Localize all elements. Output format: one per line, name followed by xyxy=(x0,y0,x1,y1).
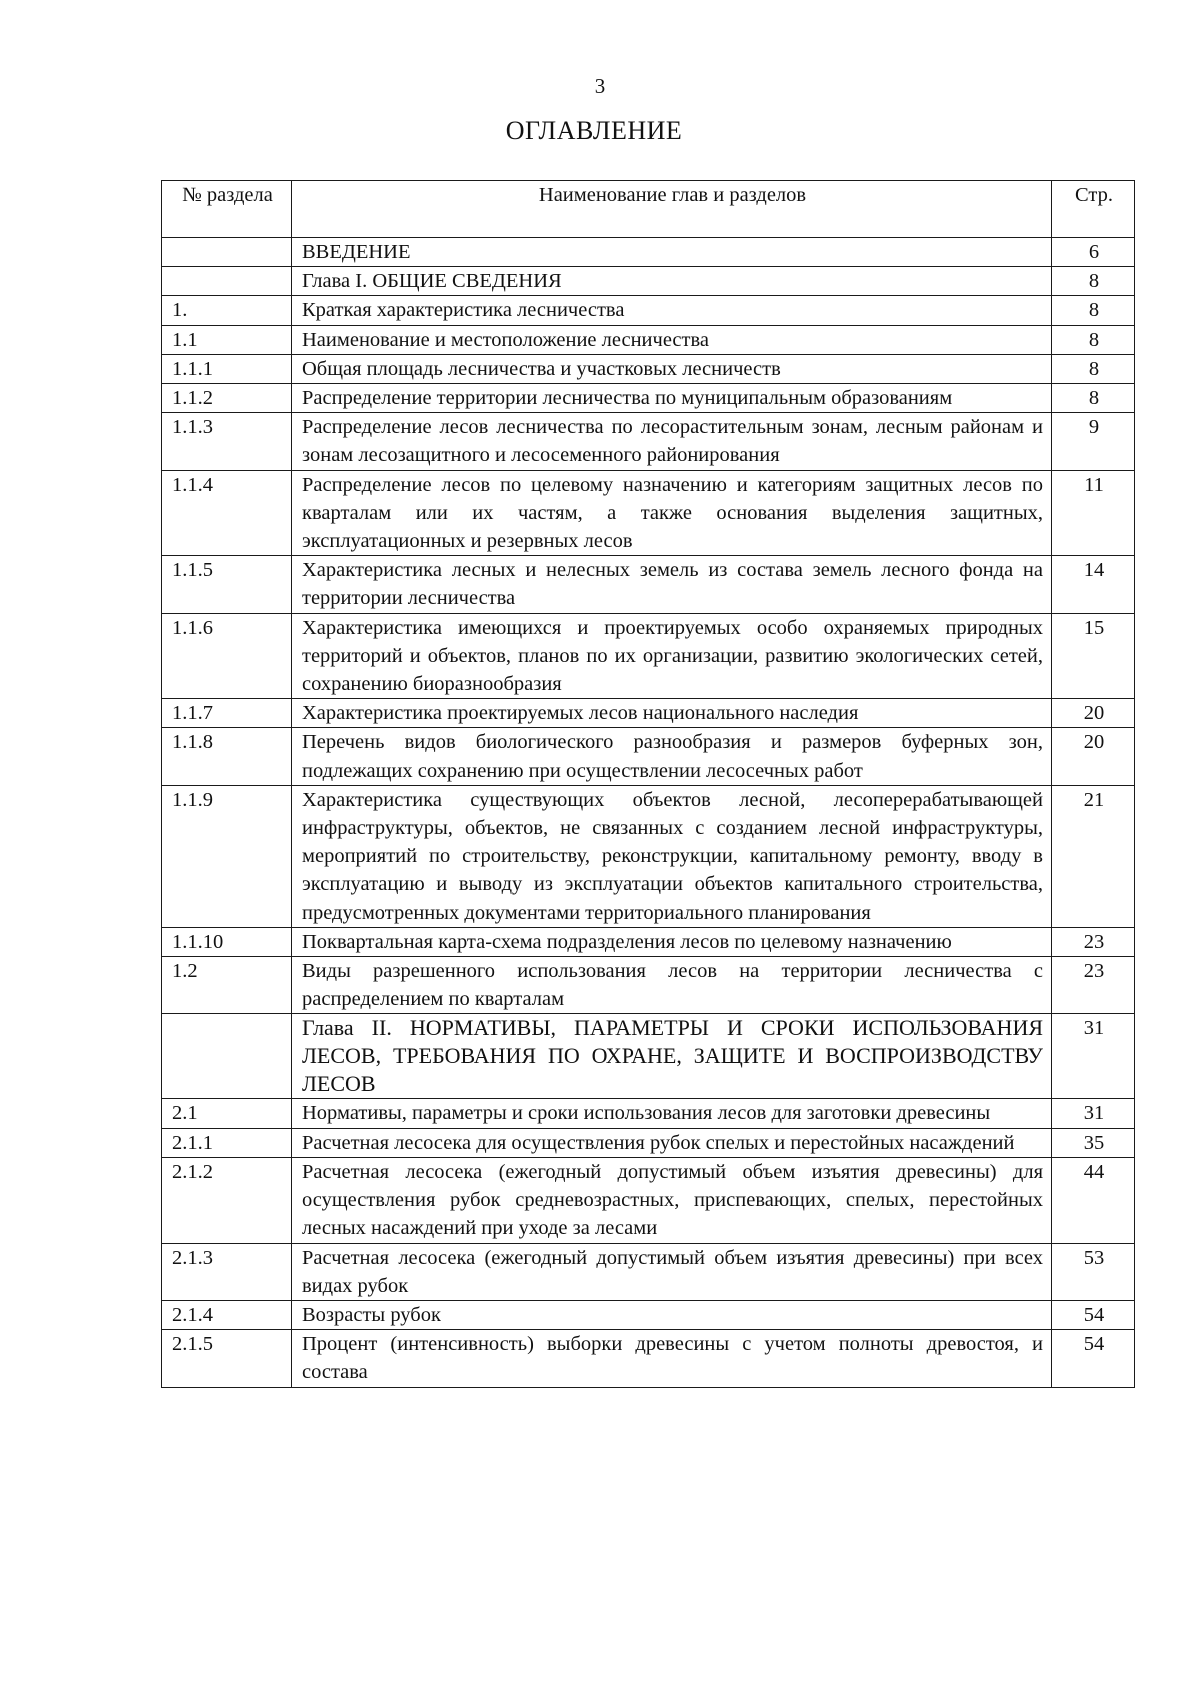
header-section-number-label: № раздела xyxy=(182,184,273,206)
toc-page-number: 20 xyxy=(1052,728,1135,785)
toc-section-number xyxy=(162,238,292,267)
toc-section-number: 1.1.10 xyxy=(162,927,292,956)
toc-page-number: 54 xyxy=(1052,1300,1135,1329)
toc-section-name: Расчетная лесосека для осуществления рубок спелых и перестойных насаждений xyxy=(292,1128,1052,1157)
toc-page-number: 35 xyxy=(1052,1128,1135,1157)
toc-table xyxy=(161,180,1135,1388)
toc-row xyxy=(162,613,1135,699)
toc-section-number: 1.1.9 xyxy=(162,785,292,927)
toc-row xyxy=(162,699,1135,728)
toc-page-number: 15 xyxy=(1052,613,1135,699)
page-title: ОГЛАВЛЕНИЕ xyxy=(505,116,683,145)
toc-section-name: Глава I. ОБЩИЕ СВЕДЕНИЯ xyxy=(292,267,1052,296)
toc-section-name: Общая площадь лесничества и участковых лесничеств xyxy=(292,354,1052,383)
toc-row xyxy=(162,957,1135,1014)
toc-section-name: Расчетная лесосека (ежегодный допустимый объем изъятия древесины) для осуществления рубок средневозрастных, приспевающих, спелых, перестойных лесных насаждений при уходе за лесами xyxy=(292,1157,1052,1243)
toc-row xyxy=(162,1243,1135,1300)
toc-header-row xyxy=(162,181,1135,238)
toc-row xyxy=(162,1014,1135,1099)
toc-section-number: 2.1.4 xyxy=(162,1300,292,1329)
toc-row xyxy=(162,1300,1135,1329)
toc-section-name: Распределение лесов по целевому назначению и категориям защитных лесов по кварталам или их частям, а также основания выделения защитных, эксплуатационных и резервных лесов xyxy=(292,470,1052,556)
header-section-name: Наименование глав и разделов xyxy=(292,181,1052,238)
toc-page-number: 9 xyxy=(1052,413,1135,470)
toc-page-number: 8 xyxy=(1052,267,1135,296)
toc-row xyxy=(162,1330,1135,1387)
toc-page-number: 31 xyxy=(1052,1014,1135,1099)
toc-page-number: 53 xyxy=(1052,1243,1135,1300)
toc-row xyxy=(162,1157,1135,1243)
toc-section-name: Перечень видов биологического разнообразия и размеров буферных зон, подлежащих сохранению при осуществлении лесосечных работ xyxy=(292,728,1052,785)
toc-section-number: 2.1.5 xyxy=(162,1330,292,1387)
toc-page-number: 6 xyxy=(1052,238,1135,267)
toc-section-number xyxy=(162,267,292,296)
toc-page-number: 8 xyxy=(1052,354,1135,383)
toc-section-name: Наименование и местоположение лесничества xyxy=(292,325,1052,354)
toc-section-number: 2.1 xyxy=(162,1099,292,1128)
toc-section-number: 1.1.4 xyxy=(162,470,292,556)
toc-section-name: Краткая характеристика лесничества xyxy=(292,296,1052,325)
toc-section-name: Расчетная лесосека (ежегодный допустимый объем изъятия древесины) при всех видах рубок xyxy=(292,1243,1052,1300)
toc-section-number xyxy=(162,1014,292,1099)
toc-section-number: 2.1.2 xyxy=(162,1157,292,1243)
toc-row xyxy=(162,267,1135,296)
toc-row xyxy=(162,238,1135,267)
toc-page-number: 8 xyxy=(1052,384,1135,413)
toc-section-name: Характеристика имеющихся и проектируемых особо охраняемых природных территорий и объектов, планов по их организации, развитию экологических сетей, сохранению биоразнообразия xyxy=(292,613,1052,699)
toc-section-name: Распределение территории лесничества по муниципальным образованиям xyxy=(292,384,1052,413)
toc-row xyxy=(162,325,1135,354)
toc-section-number: 1.1.7 xyxy=(162,699,292,728)
toc-row xyxy=(162,785,1135,927)
toc-row xyxy=(162,1128,1135,1157)
toc-section-number: 1.1 xyxy=(162,325,292,354)
toc-section-name: Глава II. НОРМАТИВЫ, ПАРАМЕТРЫ И СРОКИ ИСПОЛЬЗОВАНИЯ ЛЕСОВ, ТРЕБОВАНИЯ ПО ОХРАНЕ, ЗАЩИТЕ И ВОСПРОИЗВОДСТВУ ЛЕСОВ xyxy=(292,1014,1052,1099)
toc-section-name: Поквартальная карта-схема подразделения лесов по целевому назначению xyxy=(292,927,1052,956)
toc-section-number: 1.1.2 xyxy=(162,384,292,413)
toc-page-number: 54 xyxy=(1052,1330,1135,1387)
toc-section-name: Распределение лесов лесничества по лесорастительным зонам, лесным районам и зонам лесозащитного и лесосеменного районирования xyxy=(292,413,1052,470)
toc-page-number: 11 xyxy=(1052,470,1135,556)
toc-section-name: Процент (интенсивность) выборки древесины с учетом полноты древостоя, и состава xyxy=(292,1330,1052,1387)
toc-row xyxy=(162,556,1135,613)
toc-section-name: Возрасты рубок xyxy=(292,1300,1052,1329)
toc-row xyxy=(162,413,1135,470)
toc-page-number: 8 xyxy=(1052,296,1135,325)
toc-section-name: Характеристика лесных и нелесных земель из состава земель лесного фонда на территории лесничества xyxy=(292,556,1052,613)
toc-row xyxy=(162,1099,1135,1128)
toc-page-number: 21 xyxy=(1052,785,1135,927)
header-section-number xyxy=(162,181,292,238)
toc-section-name: Характеристика проектируемых лесов национального наследия xyxy=(292,699,1052,728)
toc-section-name: Виды разрешенного использования лесов на территории лесничества с распределением по кварталам xyxy=(292,957,1052,1014)
toc-section-name: ВВЕДЕНИЕ xyxy=(292,238,1052,267)
toc-page-number: 14 xyxy=(1052,556,1135,613)
toc-section-number: 1. xyxy=(162,296,292,325)
toc-page-number: 44 xyxy=(1052,1157,1135,1243)
toc-section-number: 2.1.1 xyxy=(162,1128,292,1157)
toc-page-number: 20 xyxy=(1052,699,1135,728)
toc-row xyxy=(162,296,1135,325)
toc-section-number: 1.1.3 xyxy=(162,413,292,470)
toc-body xyxy=(162,238,1135,1388)
toc-section-number: 1.1.8 xyxy=(162,728,292,785)
toc-page-number: 8 xyxy=(1052,325,1135,354)
toc-row xyxy=(162,354,1135,383)
page-number: 3 xyxy=(594,74,606,98)
toc-page-number: 23 xyxy=(1052,927,1135,956)
toc-section-number: 1.2 xyxy=(162,957,292,1014)
toc-section-number: 1.1.1 xyxy=(162,354,292,383)
toc-page-number: 31 xyxy=(1052,1099,1135,1128)
toc-section-number: 2.1.3 xyxy=(162,1243,292,1300)
toc-row xyxy=(162,470,1135,556)
toc-section-number: 1.1.5 xyxy=(162,556,292,613)
toc-row xyxy=(162,384,1135,413)
toc-section-name: Характеристика существующих объектов лесной, лесоперерабатывающей инфраструктуры, объектов, не связанных с созданием лесной инфраструктуры, мероприятий по строительству, реконструкции, капитальному ремонту, вводу в эксплуатацию и выводу из эксплуатации объектов капитального строительства, предусмотренных документами территориального планирования xyxy=(292,785,1052,927)
header-page: Стр. xyxy=(1052,181,1135,238)
toc-page-number: 23 xyxy=(1052,957,1135,1014)
toc-section-name: Нормативы, параметры и сроки использования лесов для заготовки древесины xyxy=(292,1099,1052,1128)
toc-row xyxy=(162,728,1135,785)
toc-section-number: 1.1.6 xyxy=(162,613,292,699)
toc-row xyxy=(162,927,1135,956)
